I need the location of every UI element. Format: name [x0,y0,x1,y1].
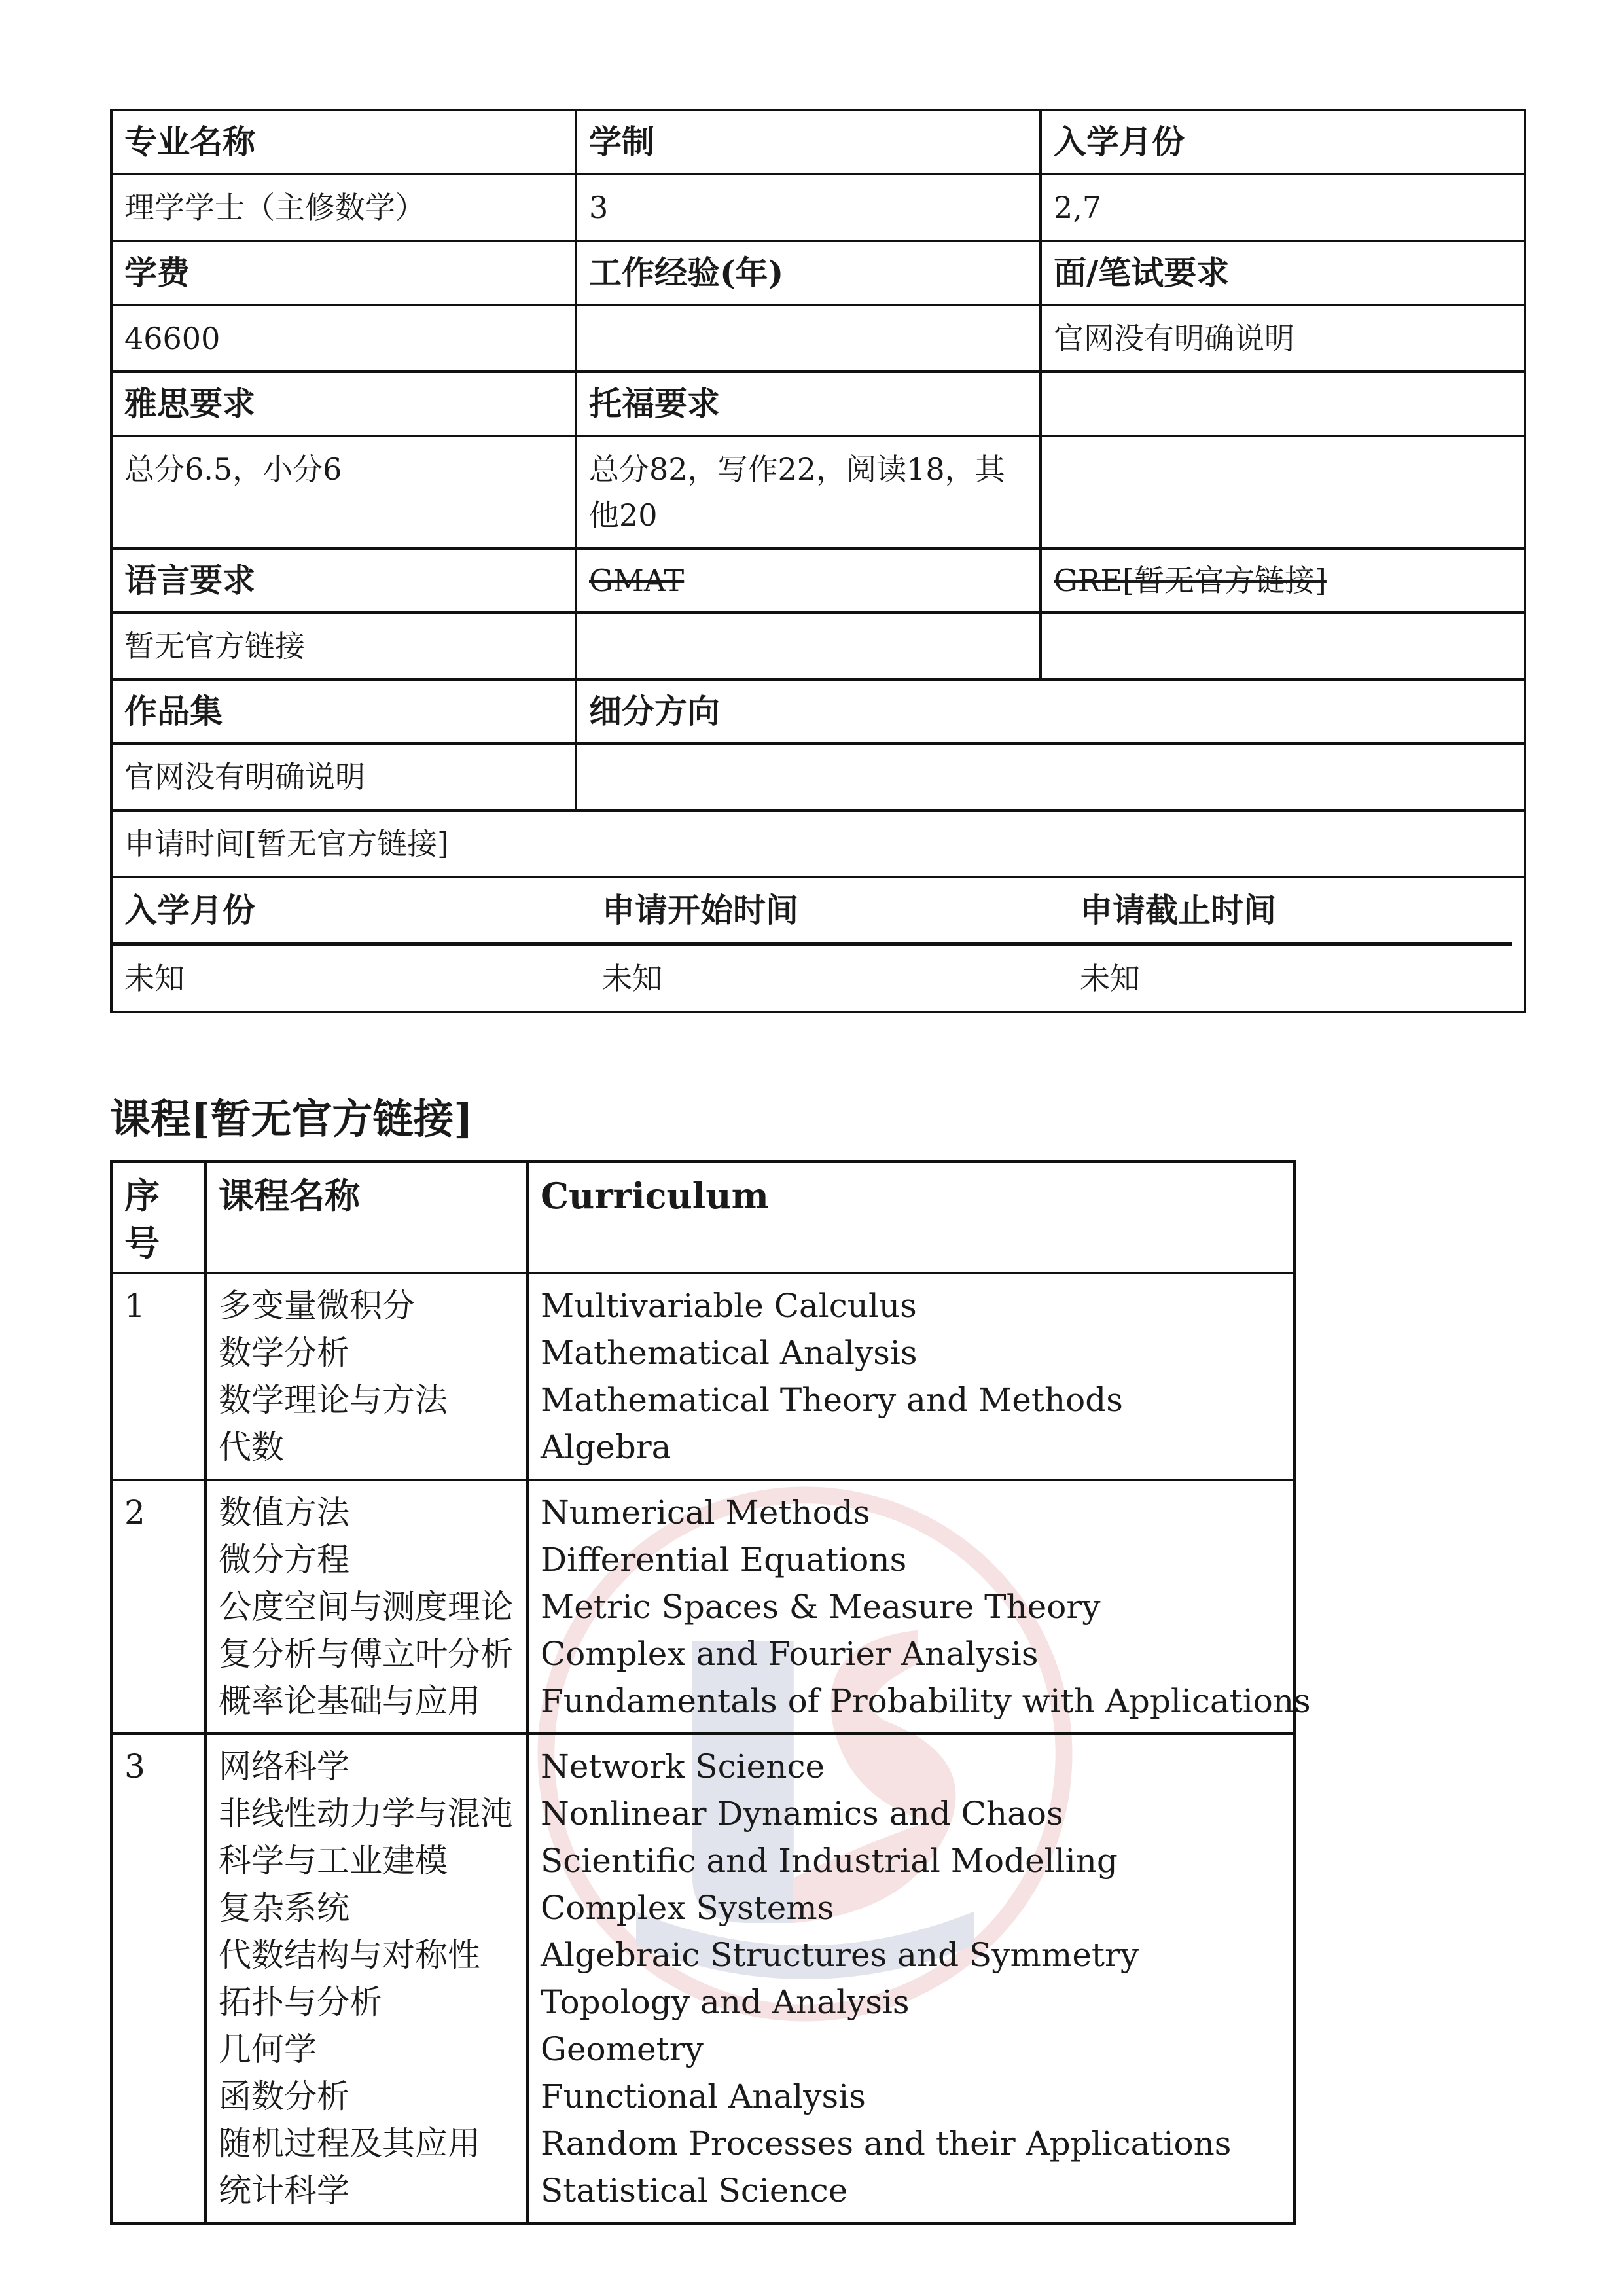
value-language: 暂无官方链接 [111,613,576,679]
course-cn: 拓扑与分析 [219,1983,382,2021]
course-cn: 网络科学 [219,1748,349,1785]
value-gmat [576,613,1041,679]
course-en: Differential Equations [541,1541,907,1579]
value-empty [1041,436,1525,548]
value-major-name: 理学学士（主修数学） [111,174,576,241]
course-en: Algebra [541,1428,671,1466]
course-en: Scientific and Industrial Modelling [541,1842,1118,1880]
course-cn: 几何学 [219,2030,317,2068]
course-en: Complex Systems [541,1889,834,1927]
curriculum-title: 课程[暂无官方链接] [110,1095,473,1143]
value-portfolio: 官网没有明确说明 [111,744,576,810]
program-info-table [110,109,1526,1013]
header-interview-requirement: 面/笔试要求 [1041,241,1525,305]
apply-value-intake: 未知 [124,961,185,996]
info-header-row [111,110,1525,174]
table-row [111,1273,1294,1480]
row-index: 1 [111,1273,205,1480]
apply-row [111,877,1525,1012]
header-ielts: 雅思要求 [111,372,576,436]
course-cn: 随机过程及其应用 [219,2125,480,2162]
apply-block [111,877,1525,1012]
course-en: Geometry [541,2030,704,2068]
course-en: Multivariable Calculus [541,1287,917,1325]
course-cn: 复分析与傅立叶分析 [219,1635,513,1673]
header-major-name: 专业名称 [111,110,576,174]
apply-header-deadline: 申请截止时间 [1068,878,1512,944]
course-en: Statistical Science [541,2172,848,2210]
course-cn: 非线性动力学与混沌 [219,1795,513,1833]
header-toefl: 托福要求 [576,372,1041,436]
course-en: Network Science [541,1748,825,1785]
course-cn: 统计科学 [219,2172,349,2210]
header-tuition: 学费 [111,241,576,305]
info-header-row [111,548,1525,613]
apply-value-row [113,944,1524,1011]
header-gre: GRE[暂无官方链接] [1054,563,1327,598]
value-duration: 3 [576,174,1041,241]
course-en: Topology and Analysis [541,1983,910,2021]
course-en: Numerical Methods [541,1494,870,1532]
info-value-row [111,744,1525,810]
info-value-row [111,436,1525,548]
course-en: Mathematical Analysis [541,1334,918,1372]
course-cn: 微分方程 [219,1541,349,1579]
value-specialization [576,744,1525,810]
apply-header-start: 申请开始时间 [590,878,1068,944]
course-cn: 数值方法 [219,1494,349,1532]
header-specialization: 细分方向 [576,679,1525,744]
course-en-list [527,1273,1294,1480]
value-intake-month: 2,7 [1041,174,1525,241]
header-work-experience: 工作经验(年) [576,241,1041,305]
course-cn: 公度空间与测度理论 [219,1588,513,1626]
info-header-row [111,241,1525,305]
curriculum-table [110,1160,1311,2225]
header-language: 语言要求 [111,548,576,613]
course-en-list [527,1734,1294,2223]
value-toefl: 总分82，写作22，阅读18，其他20 [576,436,1041,548]
header-duration: 学制 [576,110,1041,174]
header-portfolio: 作品集 [111,679,576,744]
header-course-name: 课程名称 [205,1162,527,1273]
apply-title-row [111,810,1525,877]
course-en-list [527,1480,1311,1734]
course-en: Mathematical Theory and Methods [541,1381,1123,1419]
course-en: Nonlinear Dynamics and Chaos [541,1795,1063,1833]
info-header-row [111,372,1525,436]
header-empty [1041,372,1525,436]
info-header-row [111,679,1525,744]
apply-time-title: 申请时间[暂无官方链接] [111,810,1525,877]
course-cn-list [205,1734,527,2223]
course-cn: 数学分析 [219,1334,349,1372]
header-gre-cell [1041,548,1525,613]
value-gre [1041,613,1525,679]
course-cn-list [205,1480,527,1734]
header-intake-month: 入学月份 [1041,110,1525,174]
header-gmat: GMAT [589,563,685,598]
apply-header-row [113,878,1524,944]
row-index: 3 [111,1734,205,2223]
value-work-experience [576,305,1041,372]
value-ielts: 总分6.5，小分6 [111,436,576,548]
course-en: Complex and Fourier Analysis [541,1635,1039,1673]
info-value-row [111,174,1525,241]
apply-header-intake: 入学月份 [113,878,590,944]
header-curriculum: Curriculum [527,1162,1294,1273]
info-value-row [111,305,1525,372]
course-cn: 复杂系统 [219,1889,349,1927]
course-en: Fundamentals of Probability with Applications [541,1682,1311,1720]
course-cn: 函数分析 [219,2077,349,2115]
header-gmat-cell [576,548,1041,613]
value-tuition: 46600 [111,305,576,372]
apply-value-pad [1512,944,1524,1011]
course-cn: 科学与工业建模 [219,1842,448,1880]
course-en: Random Processes and their Applications [541,2125,1232,2162]
curriculum-header-row [111,1162,1294,1273]
table-row [111,1480,1294,1734]
table-row [111,1734,1294,2223]
apply-grid [113,878,1524,1011]
course-cn: 代数结构与对称性 [219,1936,480,1974]
apply-header-pad [1512,878,1524,944]
apply-value-start: 未知 [602,961,662,996]
course-en: Algebraic Structures and Symmetry [541,1936,1139,1974]
value-interview-requirement: 官网没有明确说明 [1041,305,1525,372]
course-en: Functional Analysis [541,2077,866,2115]
course-en: Metric Spaces & Measure Theory [541,1588,1101,1626]
course-cn: 概率论基础与应用 [219,1682,480,1720]
course-cn: 代数 [219,1428,284,1466]
row-index: 2 [111,1480,205,1734]
header-index: 序号 [111,1162,205,1273]
course-cn: 数学理论与方法 [219,1381,448,1419]
apply-value-deadline: 未知 [1080,961,1140,996]
info-value-row [111,613,1525,679]
course-cn: 多变量微积分 [219,1287,415,1325]
course-cn-list [205,1273,527,1480]
